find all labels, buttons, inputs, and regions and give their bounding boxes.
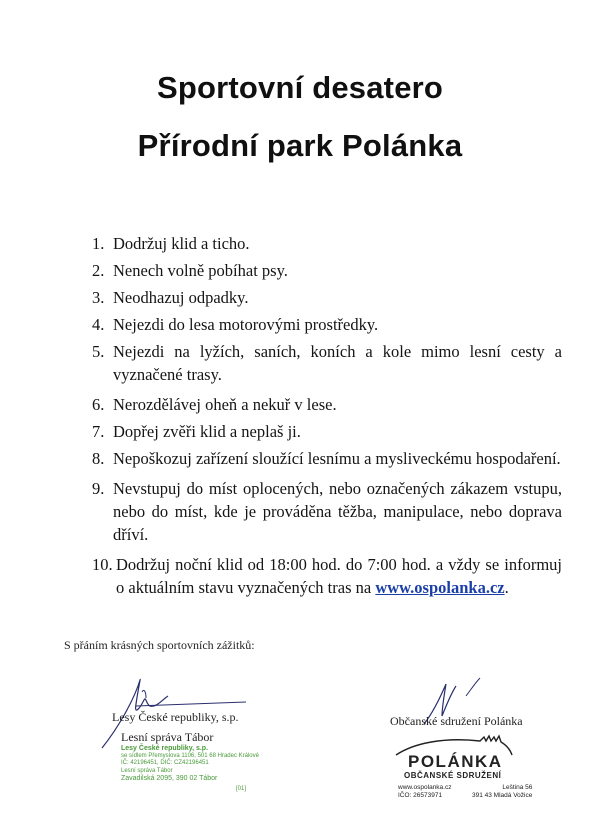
stamp-line: Lesní správa Tábor <box>121 767 173 774</box>
list-item-number: 8. <box>92 449 105 468</box>
list-item <box>92 420 562 443</box>
list-item <box>92 232 562 255</box>
list-item-number: 3. <box>92 288 105 307</box>
list-item <box>92 286 562 309</box>
list-item <box>92 313 562 336</box>
signatory-left-name: Lesy České republiky, s.p. <box>112 710 239 724</box>
rules-list <box>92 232 562 603</box>
list-item-text: Nerozdělávej oheň a nekuř v lese. <box>113 395 337 414</box>
stamp-line: Zavadilská 2095, 390 02 Tábor <box>121 775 218 782</box>
list-item-number: 10. <box>92 555 113 574</box>
list-item-number: 6. <box>92 395 105 414</box>
list-item <box>92 553 562 599</box>
logo-subtitle: OBČANSKÉ SDRUŽENÍ <box>404 771 502 780</box>
list-item-text: Nejezdi na lyžích, saních, koních a kole mimo lesní cesty a vyznačené trasy. <box>113 342 562 384</box>
document-subtitle: Přírodní park Polánka <box>137 128 463 163</box>
address-line: Leština 56 <box>502 784 533 791</box>
stamp-left <box>121 745 281 783</box>
list-item-text: Neodhazuj odpadky. <box>113 288 249 307</box>
list-item <box>92 477 562 546</box>
address-left <box>398 784 451 800</box>
list-item-text: Nenech volně pobíhat psy. <box>113 261 288 280</box>
list-item-text: Dopřej zvěři klid a neplaš ji. <box>113 422 301 441</box>
closing-greeting: S přáním krásných sportovních zážitků: <box>64 638 255 652</box>
list-item-number: 4. <box>92 315 105 334</box>
document-title: Sportovní desatero <box>156 70 444 105</box>
list-item-text: Nevstupuj do míst oplocených, nebo označených zákazem vstupu, nebo do míst, kde je prováděna těžba, manipulace, nebo doprava dříví. <box>113 479 562 544</box>
address-right <box>472 784 532 800</box>
list-item <box>92 447 562 470</box>
signatory-left-unit: Lesní správa Tábor <box>121 730 214 744</box>
list-item-text: Nejezdi do lesa motorovými prostředky. <box>113 315 379 334</box>
stamp-line: IČ: 42196451, DIČ: CZ42196451 <box>121 760 209 766</box>
address-line: IČO: 26573971 <box>398 792 443 799</box>
list-item-number: 7. <box>92 422 105 441</box>
stamp-line: Lesy České republiky, s.p. <box>121 745 209 752</box>
list-item-number: 5. <box>92 342 105 361</box>
list-item-number: 2. <box>92 261 105 280</box>
list-item <box>92 259 562 282</box>
list-item-text: Dodržuj klid a ticho. <box>113 234 250 253</box>
stamp-code: [01] <box>236 786 247 792</box>
signatory-right-name: Občanské sdružení Polánka <box>390 714 523 728</box>
list-item-number: 9. <box>92 479 105 498</box>
address-line: 391 43 Mladá Vožice <box>472 792 533 799</box>
list-item-text: Nepoškozuj zařízení sloužící lesnímu a mysliveckému hospodaření. <box>113 449 561 468</box>
list-item <box>92 393 562 416</box>
address-line: www.ospolanka.cz <box>398 784 452 791</box>
list-item <box>92 340 562 386</box>
website-link[interactable]: www.ospolanka.cz <box>375 578 505 597</box>
logo-wordmark: POLÁNKA <box>408 752 503 771</box>
list-item-text: Dodržuj noční klid od 18:00 hod. do 7:00 hod. a vždy se informuj o aktuálním stavu vyznačených tras na <box>116 555 562 597</box>
list-item-number: 1. <box>92 234 105 253</box>
list-item-text-end: . <box>504 578 509 597</box>
stamp-line: se sídlem Přemyslova 1106, 501 68 Hradec Králové <box>121 752 259 759</box>
